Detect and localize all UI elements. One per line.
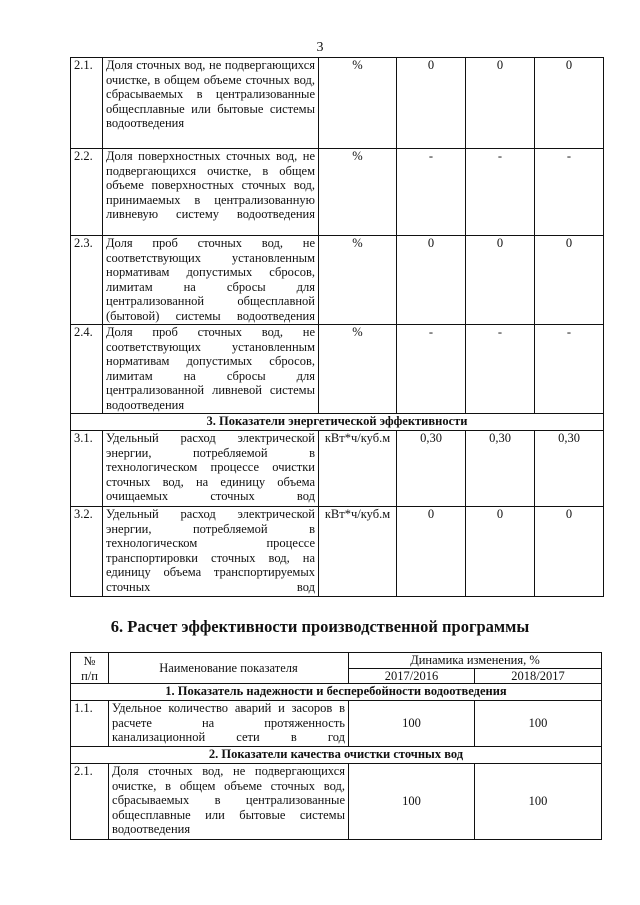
value-year-1: -: [397, 325, 466, 414]
section-title: 3. Показатели энергетической эффективности: [71, 414, 604, 431]
header-number-line1: №: [83, 654, 96, 668]
indicator-name: Удельное количество аварий и засоров в расчете на протяженность канализационной сети в год: [109, 701, 349, 747]
indicator-name: Доля сточных вод, не подвергающихся очистке, в общем объеме сточных вод, сбрасываемых в централизованные общесплавные или бытовые системы водоотведения: [103, 58, 319, 149]
unit: кВт*ч/куб.м: [319, 507, 397, 597]
section-row: [71, 747, 602, 764]
indicator-name: Доля проб сточных вод, не соответствующих установленным нормативам допустимых сбросов, лимитам на сбросы для централизованной ливневой системы водоотведения: [103, 325, 319, 414]
table-row: [71, 236, 604, 325]
value-year-3: -: [535, 325, 604, 414]
value-year-2: -: [466, 149, 535, 236]
value-year-3: 0: [535, 507, 604, 597]
header-number: [71, 653, 109, 684]
value-2017-2016: 100: [349, 764, 475, 840]
row-number: 3.2.: [71, 507, 103, 597]
unit: %: [319, 58, 397, 149]
row-number: 1.1.: [71, 701, 109, 747]
value-year-2: 0: [466, 58, 535, 149]
header-dynamics: Динамика изменения, %: [349, 653, 602, 669]
value-year-1: 0: [397, 236, 466, 325]
header-row: [71, 653, 602, 669]
header-col-2018-2017: 2018/2017: [475, 668, 602, 684]
value-year-2: -: [466, 325, 535, 414]
value-year-1: -: [397, 149, 466, 236]
row-number: 2.4.: [71, 325, 103, 414]
value-year-3: 0: [535, 236, 604, 325]
unit: %: [319, 149, 397, 236]
indicator-name: Доля сточных вод, не подвергающихся очистке, в общем объеме сточных вод, сбрасываемых в централизованные общесплавные или бытовые системы водоотведения: [109, 764, 349, 840]
indicator-name: Удельный расход электрической энергии, потребляемой в технологическом процессе транспортировки сточных вод, на единицу объема транспортируемых сточных вод: [103, 507, 319, 597]
value-year-1: 0: [397, 507, 466, 597]
indicators-table: [70, 57, 604, 597]
section-row: [71, 414, 604, 431]
value-year-1: 0: [397, 58, 466, 149]
table-row: [71, 58, 604, 149]
header-number-line2: п/п: [81, 668, 98, 683]
table-row: [71, 149, 604, 236]
value-year-2: 0,30: [466, 431, 535, 507]
table-row: [71, 507, 604, 597]
row-number: 3.1.: [71, 431, 103, 507]
section-heading: 6. Расчет эффективности производственной программы: [110, 617, 530, 636]
indicator-name: Доля проб сточных вод, не соответствующих установленным нормативам допустимых сбросов, лимитам на сбросы для централизованной общесплавной (бытовой) системы водоотведения: [103, 236, 319, 325]
unit: %: [319, 325, 397, 414]
value-2017-2016: 100: [349, 701, 475, 747]
row-number: 2.3.: [71, 236, 103, 325]
section-title: 1. Показатель надежности и бесперебойности водоотведения: [71, 684, 602, 701]
page-number: 3: [316, 40, 324, 55]
table-row: [71, 325, 604, 414]
efficiency-table: [70, 652, 602, 840]
table-row: [71, 431, 604, 507]
unit: %: [319, 236, 397, 325]
value-year-3: 0: [535, 58, 604, 149]
table-row: [71, 701, 602, 747]
indicator-name: Удельный расход электрической энергии, потребляемой в технологическом процессе очистки сточных вод, на единицу объема очищаемых сточных вод: [103, 431, 319, 507]
value-year-2: 0: [466, 507, 535, 597]
section-title: 2. Показатели качества очистки сточных вод: [71, 747, 602, 764]
header-col-2017-2016: 2017/2016: [349, 668, 475, 684]
value-2018-2017: 100: [475, 701, 602, 747]
value-2018-2017: 100: [475, 764, 602, 840]
indicator-name: Доля поверхностных сточных вод, не подвергающихся очистке, в общем объеме поверхностных сточных вод, принимаемых в централизованную ливневую систему водоотведения: [103, 149, 319, 236]
value-year-2: 0: [466, 236, 535, 325]
row-number: 2.2.: [71, 149, 103, 236]
section-row: [71, 684, 602, 701]
table-row: [71, 764, 602, 840]
row-number: 2.1.: [71, 764, 109, 840]
value-year-1: 0,30: [397, 431, 466, 507]
row-number: 2.1.: [71, 58, 103, 149]
unit: кВт*ч/куб.м: [319, 431, 397, 507]
value-year-3: 0,30: [535, 431, 604, 507]
header-name: Наименование показателя: [109, 653, 349, 684]
value-year-3: -: [535, 149, 604, 236]
